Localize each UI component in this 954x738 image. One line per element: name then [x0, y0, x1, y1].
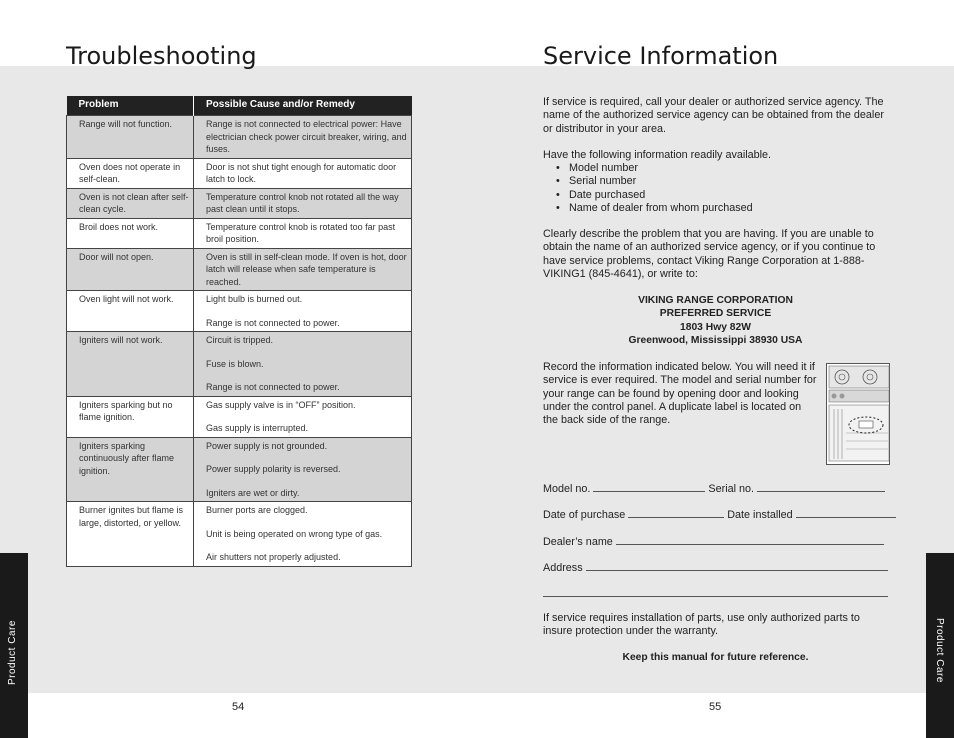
troubleshooting-table — [66, 96, 412, 567]
address-line: VIKING RANGE CORPORATION — [638, 295, 793, 306]
table-row — [67, 502, 412, 567]
table-row — [67, 437, 412, 502]
problem-cell: Oven does not operate in self-clean. — [67, 158, 194, 188]
list-item: • Date purchased — [569, 189, 753, 202]
remedy-text: Unit is being operated on wrong type of gas. — [206, 528, 383, 539]
dealer-field — [616, 533, 884, 545]
remedy-text: Door is not shut tight enough for automatic door latch to lock. — [206, 161, 397, 184]
remedy-text: Range is not connected to power. — [206, 382, 340, 392]
header-problem: Problem — [67, 96, 194, 116]
problem-cell: Range will not function. — [67, 116, 194, 159]
serial-label: Serial no. — [708, 483, 755, 495]
form-row-model-serial — [543, 480, 885, 495]
address-field — [586, 559, 888, 571]
table-row — [67, 291, 412, 332]
model-label: Model no. — [543, 483, 591, 495]
remedy-text: Igniters are wet or dirty. — [206, 487, 300, 498]
remedy-cell — [194, 332, 412, 397]
table-header-row — [67, 96, 412, 116]
remedy-text: Range is not connected to power. — [206, 317, 340, 328]
remedy-text: Gas supply is interrupted. — [206, 423, 309, 433]
remedy-text: Oven is still in self-clean mode. If oven is hot, door latch will release when safe temperature is reached. — [206, 251, 407, 287]
describe-text: Clearly describe the problem that you are having. If you are unable to obtain the name of an authorized service agency, or if you continue to have service problems, contact Viking Range Corporation at 1-888-VIKING1 (845-4641), or write to: — [543, 228, 876, 280]
list-item: • Model number — [569, 162, 753, 175]
page-title-troubleshooting: Troubleshooting — [66, 42, 257, 70]
remedy-text: Gas supply valve is in “OFF” position. — [206, 399, 356, 410]
have-info-text: Have the following information readily available. — [543, 149, 772, 161]
problem-cell: Igniters will not work. — [67, 332, 194, 397]
address-label: Address — [543, 562, 583, 574]
service-intro: If service is required, call your dealer or authorized service agency. The name of the authorized service agency can be obtained from the dealer or distributor in your area. — [543, 96, 884, 135]
model-field — [593, 480, 705, 492]
address-line: 1803 Hwy 82W — [680, 321, 751, 333]
date-purchase-field — [628, 506, 724, 518]
table-row — [67, 396, 412, 437]
form-row-dates — [543, 506, 896, 521]
address-line: PREFERRED SERVICE — [659, 308, 772, 320]
remedy-cell — [194, 437, 412, 502]
form-row-address — [543, 559, 888, 574]
list-item: • Serial number — [569, 175, 753, 188]
parts-note: If service requires installation of parts, use only authorized parts to insure protection under the warranty. — [543, 612, 860, 638]
form-row-address-2 — [543, 585, 888, 600]
page-number-right: 55 — [709, 701, 722, 713]
page-title-service: Service Information — [543, 42, 779, 70]
table-row — [67, 248, 412, 291]
list-item: • Name of dealer from whom purchased — [569, 202, 753, 215]
problem-cell: Oven light will not work. — [67, 291, 194, 332]
remedy-cell — [194, 188, 412, 218]
side-tab-left-label: Product Care — [7, 620, 18, 685]
remedy-cell — [194, 116, 412, 159]
page-number-left: 54 — [232, 701, 245, 713]
remedy-text: Temperature control knob not rotated all the way past clean until it stops. — [206, 191, 399, 214]
date-purchase-label: Date of purchase — [543, 509, 626, 521]
remedy-cell — [194, 396, 412, 437]
address-line: Greenwood, Mississippi 38930 USA — [628, 334, 803, 346]
remedy-cell — [194, 291, 412, 332]
problem-cell: Igniters sparking continuously after flame ignition. — [67, 437, 194, 502]
remedy-text: Burner ports are clogged. — [206, 505, 308, 515]
table-row — [67, 158, 412, 188]
form-row-dealer — [543, 533, 884, 548]
remedy-text: Circuit is tripped. — [206, 335, 274, 345]
remedy-text: Air shutters not properly adjusted. — [206, 552, 341, 562]
remedy-cell — [194, 218, 412, 248]
remedy-text: Light bulb is burned out. — [206, 294, 303, 304]
remedy-text: Fuse is blown. — [206, 358, 264, 369]
table-row — [67, 188, 412, 218]
remedy-text: Range is not connected to electrical power: Have electrician check power circuit breaker, wiring, and fuses. — [206, 119, 407, 154]
problem-cell: Door will not open. — [67, 248, 194, 291]
remedy-cell — [194, 502, 412, 567]
header-remedy: Possible Cause and/or Remedy — [194, 96, 412, 116]
side-tab-right-label: Product Care — [934, 618, 945, 683]
problem-cell: Igniters sparking but no flame ignition. — [67, 396, 194, 437]
record-text: Record the information indicated below. You will need it if service is ever required. The model and serial number for your range can be found by opening door and looking under the control panel. A duplicate label is located on the back side of the range. — [543, 361, 817, 427]
remedy-cell — [194, 158, 412, 188]
remedy-text: Power supply polarity is reversed. — [206, 464, 341, 474]
address-field-line-2 — [543, 585, 888, 597]
remedy-text: Power supply is not grounded. — [206, 440, 328, 451]
serial-field — [757, 480, 885, 492]
problem-cell: Oven is not clean after self-clean cycle. — [67, 188, 194, 218]
problem-cell: Broil does not work. — [67, 218, 194, 248]
remedy-cell — [194, 248, 412, 291]
date-installed-field — [796, 506, 896, 518]
table-row — [67, 332, 412, 397]
dealer-label: Dealer’s name — [543, 536, 613, 548]
range-label-location-illustration — [826, 363, 890, 465]
keep-manual-note: Keep this manual for future reference. — [622, 652, 809, 663]
problem-cell: Burner ignites but flame is large, distorted, or yellow. — [67, 502, 194, 567]
mailing-address — [543, 294, 888, 347]
info-list — [543, 162, 753, 215]
date-installed-label: Date installed — [727, 509, 793, 521]
remedy-text: Temperature control knob is rotated too far past broil position. — [206, 221, 396, 244]
table-row — [67, 116, 412, 159]
table-row — [67, 218, 412, 248]
